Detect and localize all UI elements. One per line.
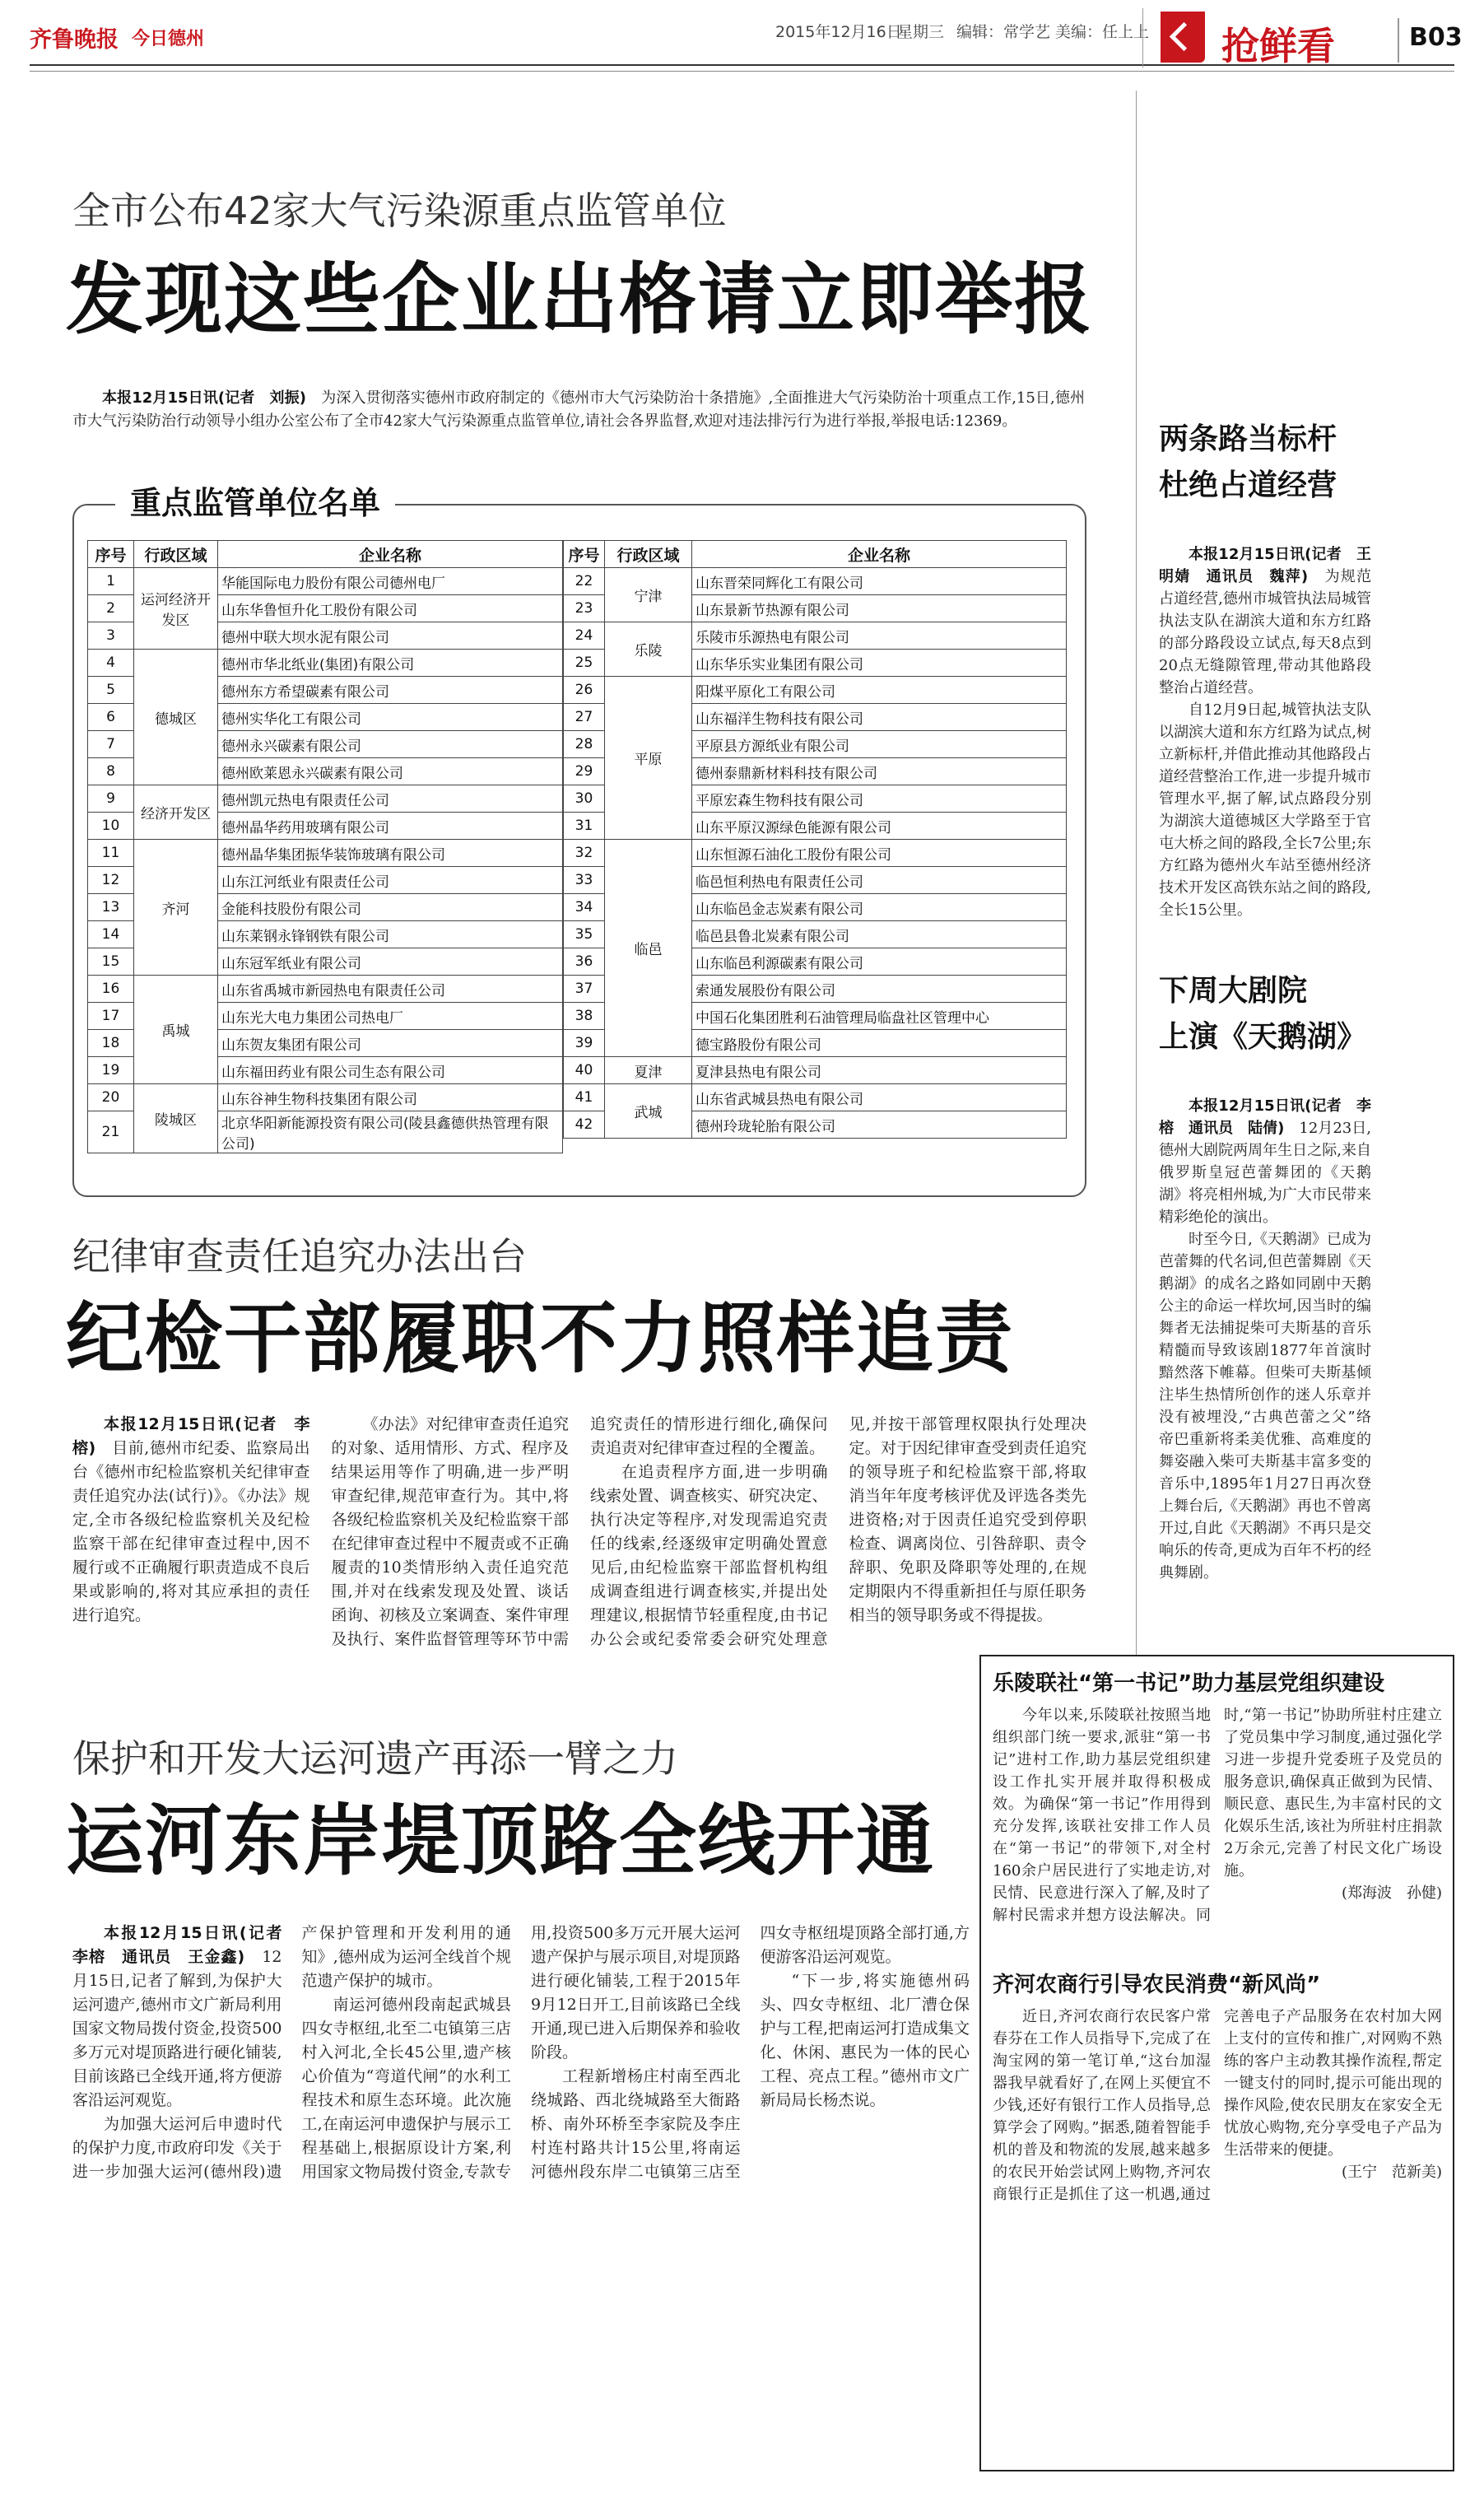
row-company: 山东省武城县热电有限公司 xyxy=(692,1084,1067,1111)
row-number: 7 xyxy=(88,731,134,758)
row-number: 33 xyxy=(564,867,605,894)
row-number: 29 xyxy=(564,758,605,785)
row-district: 平原 xyxy=(605,677,692,840)
row-company: 山东晋荣同辉化工有限公司 xyxy=(692,568,1067,595)
row-number: 28 xyxy=(564,731,605,758)
unit-table-right xyxy=(563,540,1067,1139)
side1-byline: 本报12月15日讯(记者 王明婧 通讯员 魏萍) xyxy=(1159,546,1371,585)
row-number: 5 xyxy=(88,677,134,704)
article1-byline: 本报12月15日讯(记者 刘振) xyxy=(102,389,306,407)
row-number: 35 xyxy=(564,921,605,948)
row-number: 18 xyxy=(88,1030,134,1057)
column-title: 抢鲜看 xyxy=(1221,24,1335,68)
article1-headline: 发现这些企业出格请立即举报 xyxy=(66,255,1094,345)
row-number: 42 xyxy=(564,1111,605,1139)
article1-subtitle: 全市公布42家大气污染源重点监管单位 xyxy=(72,189,727,233)
row-number: 24 xyxy=(564,622,605,650)
row-number: 4 xyxy=(88,650,134,677)
section-name: 今日德州 xyxy=(132,29,205,49)
row-company: 德州晶华集团振华装饰玻璃有限公司 xyxy=(218,840,563,867)
article2-para: 目前,德州市纪委、监察局出台《德州市纪检监察机关纪律审查责任追究办法(试行)》。《办法》规定,全市各级纪检监察机关及纪检监察干部在纪律审查过程中,因不履行或不正确履行职责造成不良后果或影响的,将对其应承担的责任进行追究。 xyxy=(72,1439,310,1624)
header-divider xyxy=(1398,18,1399,63)
row-number: 25 xyxy=(564,650,605,677)
row-company: 德州东方希望碳素有限公司 xyxy=(218,677,563,704)
row-number: 2 xyxy=(88,595,134,622)
row-company: 德州实华化工有限公司 xyxy=(218,704,563,731)
row-company: 德州永兴碳素有限公司 xyxy=(218,731,563,758)
row-company: 山东贺友集团有限公司 xyxy=(218,1030,563,1057)
table-row xyxy=(564,677,1067,704)
row-number: 8 xyxy=(88,758,134,785)
newspaper-brand: 齐鲁晚报 xyxy=(30,27,119,53)
row-number: 23 xyxy=(564,595,605,622)
table-row xyxy=(88,840,563,867)
row-company: 山东谷神生物科技集团有限公司 xyxy=(218,1084,563,1111)
row-company: 山东平原汉源绿色能源有限公司 xyxy=(692,813,1067,840)
box1-title: 乐陵联社“第一书记”助力基层党组织建设 xyxy=(993,1671,1385,1696)
page-number: B03 xyxy=(1409,23,1463,52)
row-number: 6 xyxy=(88,704,134,731)
col-header-district: 行政区域 xyxy=(605,541,692,568)
row-district: 德城区 xyxy=(134,650,218,785)
designer-credit: 美编：任上上 xyxy=(1055,23,1150,41)
column-divider xyxy=(1136,91,1137,1655)
row-number: 31 xyxy=(564,813,605,840)
row-company: 德州晶华药用玻璃有限公司 xyxy=(218,813,563,840)
table-row xyxy=(88,1084,563,1111)
article3-headline: 运河东岸堤顶路全线开通 xyxy=(66,1796,936,1886)
side2-body xyxy=(1159,1095,1371,1584)
table-row xyxy=(564,622,1067,650)
article2-byline: 本报12月15日讯(记者 李榕) xyxy=(72,1415,310,1457)
box2-credit: (王宁 范新美) xyxy=(1341,2164,1442,2181)
col-header-company: 企业名称 xyxy=(218,541,563,568)
row-company: 阳煤平原化工有限公司 xyxy=(692,677,1067,704)
table-row xyxy=(564,568,1067,595)
table-row xyxy=(88,976,563,1003)
row-number: 37 xyxy=(564,976,605,1003)
side1-title-line2: 杜绝占道经营 xyxy=(1159,468,1337,502)
box1-credit: (郑海波 孙健) xyxy=(1341,1884,1442,1902)
column-arrow-icon xyxy=(1161,12,1205,63)
row-number: 14 xyxy=(88,921,134,948)
row-company: 山东景新节热源有限公司 xyxy=(692,595,1067,622)
row-number: 12 xyxy=(88,867,134,894)
row-number: 40 xyxy=(564,1057,605,1084)
article2-para: 在追责程序方面,进一步明确线索处置、调查核实、研究决定、执行决定等程序,对发现需追究责任的线索,经逐级审定明确处置意见后,由纪检监察干部监督机构组成调查组进行调查核实,并提出处理建议,根据情节轻重程度,由书记办公会或纪委常委会研究处理意见,并按干部管理权限执行处理决定。对于因纪律审查受到责任追究的领导班子和纪检监察干部,将取消当年年度考核评优及评选各类先进资格;对于因责任追究受到停职检查、调离岗位、引咎辞职、责令辞职、免职及降职等处理的,在规定期限内不得重新担任与原任职务相当的领导职务或不得提拔。 xyxy=(590,1415,1086,1648)
box2-title: 齐河农商行引导农民消费“新风尚” xyxy=(993,1973,1321,1997)
row-number: 19 xyxy=(88,1057,134,1084)
row-number: 1 xyxy=(88,568,134,595)
issue-date: 2015年12月16日 xyxy=(775,23,902,41)
row-company: 德州凯元热电有限责任公司 xyxy=(218,785,563,813)
header-rule-thin xyxy=(30,71,1454,72)
row-district: 临邑 xyxy=(605,840,692,1057)
row-company: 金能科技股份有限公司 xyxy=(218,894,563,921)
header-vline xyxy=(1142,8,1143,68)
article3-subtitle: 保护和开发大运河遗产再添一臂之力 xyxy=(72,1736,678,1781)
row-company: 山东恒源石油化工股份有限公司 xyxy=(692,840,1067,867)
side2-title-line1: 下周大剧院 xyxy=(1159,974,1308,1008)
row-district: 齐河 xyxy=(134,840,218,976)
article2-headline: 纪检干部履职不力照样追责 xyxy=(66,1294,1015,1384)
row-company: 华能国际电力股份有限公司德州电厂 xyxy=(218,568,563,595)
row-company: 山东光大电力集团公司热电厂 xyxy=(218,1003,563,1030)
unit-list-title: 重点监管单位名单 xyxy=(115,478,395,523)
side2-title-line2: 上演《天鹅湖》 xyxy=(1159,1020,1367,1054)
row-district: 运河经济开发区 xyxy=(134,568,218,650)
side2-para: 12月23日,德州大剧院两周年生日之际,来自俄罗斯皇冠芭蕾舞团的《天鹅湖》将亮相州城,为广大市民带来精彩绝伦的演出。 xyxy=(1159,1120,1372,1226)
col-header-district: 行政区域 xyxy=(134,541,218,568)
table-row xyxy=(88,568,563,595)
row-company: 山东冠军纸业有限公司 xyxy=(218,948,563,976)
row-number: 10 xyxy=(88,813,134,840)
row-company: 山东福洋生物科技有限公司 xyxy=(692,704,1067,731)
row-number: 39 xyxy=(564,1030,605,1057)
side2-byline: 本报12月15日讯(记者 李榕 通讯员 陆倩) xyxy=(1159,1097,1371,1137)
row-company: 德州市华北纸业(集团)有限公司 xyxy=(218,650,563,677)
row-number: 27 xyxy=(564,704,605,731)
row-district: 夏津 xyxy=(605,1057,692,1084)
article1-body: 为深入贯彻落实德州市政府制定的《德州市大气污染防治十条措施》,全面推进大气污染防治十项重点工作,15日,德州市大气污染防治行动领导小组办公室公布了全市42家大气污染源重点监管单位,请社会各界监督,欢迎对违法排污行为进行举报,举报电话:12369。 xyxy=(72,389,1085,430)
article3-body xyxy=(72,1922,970,2234)
row-company: 德州中联大坝水泥有限公司 xyxy=(218,622,563,650)
row-company: 山东华乐实业集团有限公司 xyxy=(692,650,1067,677)
row-number: 26 xyxy=(564,677,605,704)
row-company: 山东临邑金志炭素有限公司 xyxy=(692,894,1067,921)
row-number: 36 xyxy=(564,948,605,976)
row-company: 中国石化集团胜利石油管理局临盘社区管理中心 xyxy=(692,1003,1067,1030)
issue-weekday: 星期三 xyxy=(897,23,945,41)
col-header-number: 序号 xyxy=(564,541,605,568)
side2-para: 时至今日,《天鹅湖》已成为芭蕾舞的代名词,但芭蕾舞剧《天鹅湖》的成名之路如同剧中天鹅公主的命运一样坎坷,因当时的编舞者无法捕捉柴可夫斯基的音乐精髓而导致该剧1877年首演时黯然落下帷幕。但柴可夫斯基倾注毕生热情所创作的迷人乐章并没有被埋没,“古典芭蕾之父”络帝巴重新将柔美优雅、高难度的舞姿融入柴可夫斯基丰富多变的音乐中,1895年1月27日再次登上舞台后,《天鹅湖》再也不曾离开过,自此《天鹅湖》不再只是交响乐的传奇,更成为百年不朽的经典舞剧。 xyxy=(1159,1231,1371,1582)
row-company: 山东江河纸业有限责任公司 xyxy=(218,867,563,894)
row-company: 山东福田药业有限公司生态有限公司 xyxy=(218,1057,563,1084)
article2-subtitle: 纪律审查责任追究办法出台 xyxy=(72,1234,527,1279)
box2-body xyxy=(993,2006,1442,2236)
box1-body xyxy=(993,1704,1442,1943)
article3-para: “下一步,将实施德州码头、四女寺枢纽、北厂漕仓保护与工程,把南运河打造成集文化、休闲、惠民为一体的民心工程、亮点工程。”德州市文广新局局长杨杰说。 xyxy=(760,1972,970,2109)
table-row xyxy=(88,650,563,677)
box2-para: 近日,齐河农商行农民客户常春芬在工作人员指导下,完成了在淘宝网的第一笔订单,“这台加湿器我早就看好了,在网上买便宜不少钱,还好有银行工作人员指导,总算学会了网购。”据悉,随着智能手机的普及和物流的发展,越来越多的农民开始尝试网上购物,齐河农商银行正是抓住了这一机遇,通过完善电子产品服务在农村加大网上支付的宣传和推广,对网购不熟练的客户主动教其操作流程,帮定一键支付的同时,提示可能出现的操作风险,使农民朋友在家安全无忧放心购物,充分享受电子产品为生活带来的便捷。 xyxy=(993,2008,1442,2203)
row-district: 禹城 xyxy=(134,976,218,1084)
side1-para: 自12月9日起,城管执法支队以湖滨大道和东方红路为试点,树立新标杆,并借此推动其他路段占道经营整治工作,进一步提升城市管理水平,据了解,试点路段分别为湖滨大道德城区大学路至于官屯大桥之间的路段,全长7公里;东方红路为德州火车站至德州经济技术开发区高铁东站之间的路段,全长15公里。 xyxy=(1159,701,1371,919)
row-district: 经济开发区 xyxy=(134,785,218,840)
article2-body xyxy=(72,1413,1086,1693)
editor-credit: 编辑：常学艺 xyxy=(956,23,1051,41)
header-rule xyxy=(30,64,1454,66)
side1-para: 为规范占道经营,德州市城管执法局城管执法支队在湖滨大道和东方红路的部分路段设立试点,每天8点到20点无缝隙管理,带动其他路段整治占道经营。 xyxy=(1159,568,1372,696)
side1-title-line1: 两条路当标杆 xyxy=(1159,422,1337,456)
row-district: 武城 xyxy=(605,1084,692,1139)
table-row xyxy=(564,840,1067,867)
row-number: 22 xyxy=(564,568,605,595)
col-header-number: 序号 xyxy=(88,541,134,568)
article3-para: 南运河德州段南起武城县四女寺枢纽,北至二屯镇第三店村入河北,全长45公里,遗产核心价值为“弯道代闸”的水利工程技术和原生态环境。此次施工,在南运河申遗保护与展示工程基础上,根据原设计方案,利用国家文物局拨付资金,专款专用,投资500多万元开展大运河遗产保护与展示项目,对堤顶路进行硬化铺装,工程于2015年9月12日开工,目前该路已全线开通,现已进入后期保养和验收阶段。 xyxy=(301,1924,741,2181)
unit-table-left xyxy=(87,540,563,1153)
row-number: 38 xyxy=(564,1003,605,1030)
row-company: 平原县方源纸业有限公司 xyxy=(692,731,1067,758)
row-company: 德州泰鼎新材料科技有限公司 xyxy=(692,758,1067,785)
article3-byline: 本报12月15日讯(记者 李榕 通讯员 王金鑫) xyxy=(72,1924,298,1966)
side1-body xyxy=(1159,543,1371,921)
row-company: 山东省禹城市新园热电有限责任公司 xyxy=(218,976,563,1003)
row-number: 30 xyxy=(564,785,605,813)
row-company: 山东临邑利源碳素有限公司 xyxy=(692,948,1067,976)
row-number: 16 xyxy=(88,976,134,1003)
article3-para: 为加强大运河后申遗时代的保护力度,市政府印发《关于进一步加强大运河(德州段)遗产保护管理和开发利用的通知》,德州成为运河全线首个规范遗产保护的城市。 xyxy=(72,1924,511,2181)
row-company: 夏津县热电有限公司 xyxy=(692,1057,1067,1084)
row-district: 陵城区 xyxy=(134,1084,218,1153)
row-company: 临邑县鲁北炭素有限公司 xyxy=(692,921,1067,948)
row-company: 平原宏森生物科技有限公司 xyxy=(692,785,1067,813)
row-company: 德州欧莱恩永兴碳素有限公司 xyxy=(218,758,563,785)
row-number: 13 xyxy=(88,894,134,921)
row-district: 宁津 xyxy=(605,568,692,622)
table-row xyxy=(564,1057,1067,1084)
row-number: 17 xyxy=(88,1003,134,1030)
row-company: 山东莱钢永锋钢铁有限公司 xyxy=(218,921,563,948)
article3-para: 12月15日,记者了解到,为保护大运河遗产,德州市文广新局利用国家文物局拨付资金,投资500多万元对堤顶路进行硬化铺装,目前该路已全线开通,将方便游客沿运河观览。 xyxy=(72,1948,282,2109)
row-company: 乐陵市乐源热电有限公司 xyxy=(692,622,1067,650)
article2-para: 《办法》对纪律审查责任追究的对象、适用情形、方式、程序及结果运用等作了明确,进一步严明审查纪律,规范审查行为。其中,将各级纪检监察机关及纪检监察干部在纪律审查过程中不履责或不正确履责的10类情形纳入责任追究范围,并对在线索发现及处置、谈话函询、初核及立案调查、案件审理及执行、案件监督管理等环节中需追究责任的情形进行细化,确保问责追责对纪律审查过程的全覆盖。 xyxy=(331,1415,828,1648)
col-header-company: 企业名称 xyxy=(692,541,1067,568)
row-number: 21 xyxy=(88,1111,134,1153)
row-company: 北京华阳新能源投资有限公司(陵县鑫德供热管理有限公司) xyxy=(218,1111,563,1153)
row-number: 34 xyxy=(564,894,605,921)
box1-para: 今年以来,乐陵联社按照当地组织部门统一要求,派驻“第一书记”进村工作,助力基层党组织建设工作扎实开展并取得积极成效。为确保“第一书记”作用得到充分发挥,该联社安排工作人员在“第一书记”的带领下,对全村160余户居民进行了实地走访,对民情、民意进行深入了解,及时了解村民需求并想方设法解决。同时,“第一书记”协助所驻村庄建立了党员集中学习制度,通过强化学习进一步提升党委班子及党员的服务意识,确保真正做到为民情、顺民意、惠民生,为丰富村民的文化娱乐生活,该社为所驻村庄捐款2万余元,完善了村民文化广场设施。 xyxy=(993,1707,1442,1924)
row-district: 乐陵 xyxy=(605,622,692,677)
row-number: 9 xyxy=(88,785,134,813)
row-company: 德宝路股份有限公司 xyxy=(692,1030,1067,1057)
row-number: 3 xyxy=(88,622,134,650)
row-company: 临邑恒利热电有限责任公司 xyxy=(692,867,1067,894)
row-company: 索通发展股份有限公司 xyxy=(692,976,1067,1003)
row-number: 32 xyxy=(564,840,605,867)
table-row xyxy=(564,1084,1067,1111)
row-company: 山东华鲁恒升化工股份有限公司 xyxy=(218,595,563,622)
row-number: 15 xyxy=(88,948,134,976)
table-row xyxy=(88,785,563,813)
article1-lead xyxy=(72,387,1085,433)
row-company: 德州玲珑轮胎有限公司 xyxy=(692,1111,1067,1139)
row-number: 11 xyxy=(88,840,134,867)
article3-para: 工程新增杨庄村南至西北绕城路、西北绕城路至大衙路桥、南外环桥至李家院及李庄村连村路共计15公里,将南运河德州段东岸二屯镇第三店至四女寺枢纽堤顶路全部打通,方便游客沿运河观览。 xyxy=(531,1924,970,2181)
row-number: 41 xyxy=(564,1084,605,1111)
row-number: 20 xyxy=(88,1084,134,1111)
